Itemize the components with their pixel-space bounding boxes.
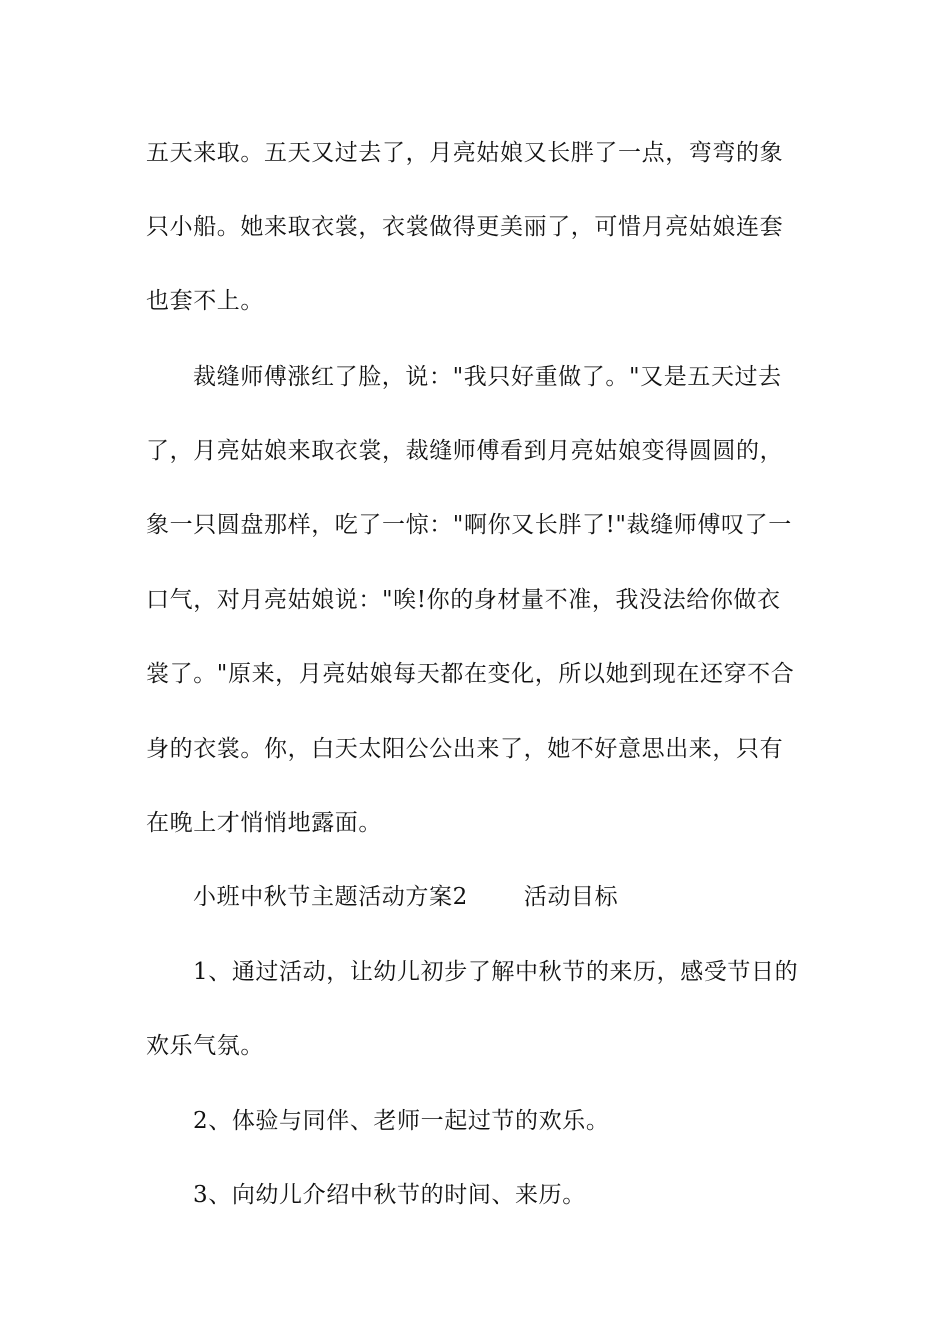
section-heading	[193, 877, 853, 917]
story-line-2: 只小船。她来取衣裳，衣裳做得更美丽了，可惜月亮姑娘连套	[146, 214, 784, 240]
section-subtitle: 活动目标	[523, 884, 619, 910]
story-line-6: 象一只圆盘那样，吃了一惊："啊你又长胖了!"裁缝师傅叹了一	[146, 512, 792, 538]
story-line-9: 身的衣裳。你，白天太阳公公出来了，她不好意思出来，只有	[146, 736, 784, 762]
story-line-10: 在晚上才悄悄地露面。	[146, 810, 382, 836]
goal-line-2: 欢乐气氛。	[146, 1033, 264, 1059]
section-title: 小班中秋节主题活动方案2	[193, 884, 468, 910]
goal-line-1: 1、通过活动，让幼儿初步了解中秋节的来历，感受节日的	[193, 959, 799, 985]
goal-line-4: 3、向幼儿介绍中秋节的时间、来历。	[193, 1182, 586, 1208]
story-line-3: 也套不上。	[146, 288, 264, 314]
story-line-7: 口气，对月亮姑娘说："唉!你的身材量不准，我没法给你做衣	[146, 587, 781, 613]
goal-line-3: 2、体验与同伴、老师一起过节的欢乐。	[193, 1108, 610, 1134]
story-line-8: 裳了。"原来，月亮姑娘每天都在变化，所以她到现在还穿不合	[146, 661, 795, 687]
story-line-5: 了，月亮姑娘来取衣裳，裁缝师傅看到月亮姑娘变得圆圆的，	[146, 438, 784, 464]
story-line-1: 五天来取。五天又过去了，月亮姑娘又长胖了一点，弯弯的象	[146, 140, 784, 166]
story-line-4: 裁缝师傅涨红了脸，说："我只好重做了。"又是五天过去	[193, 364, 782, 390]
